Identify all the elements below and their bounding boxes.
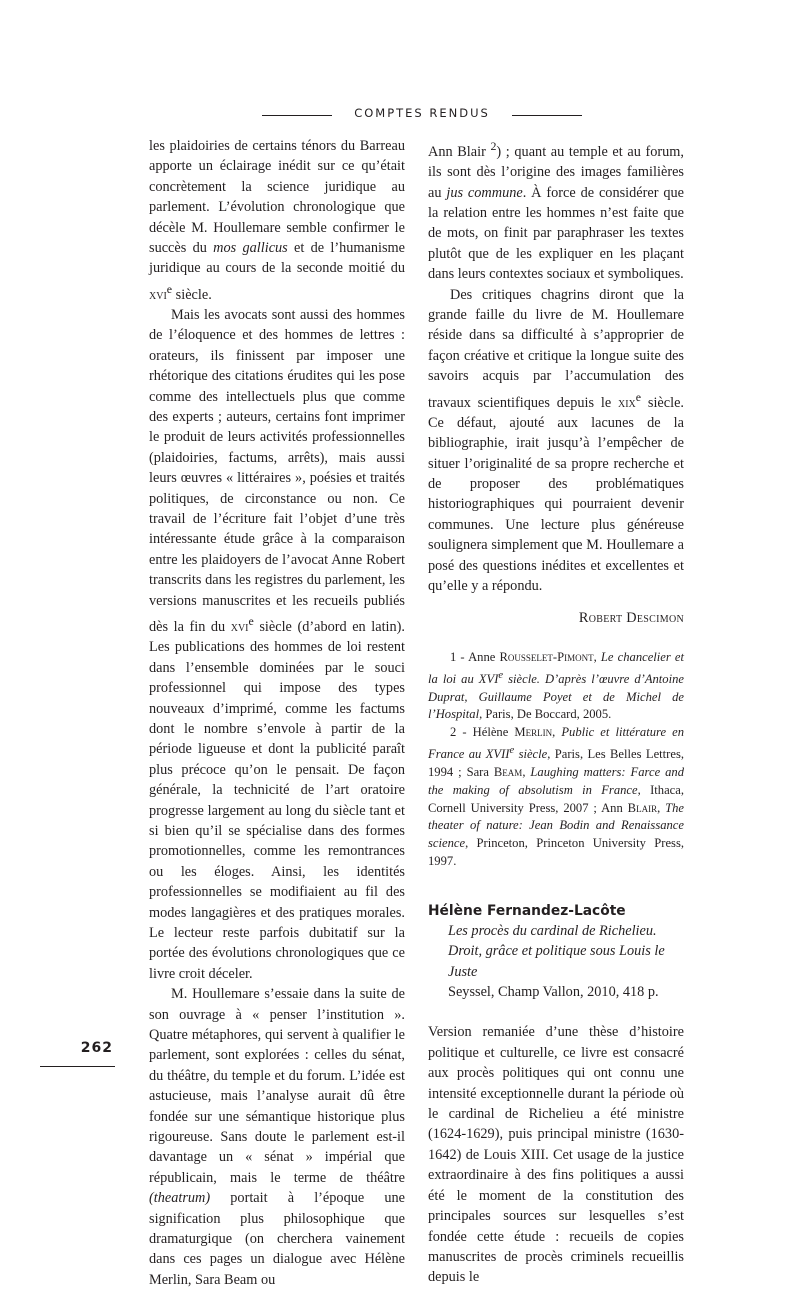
author-name: Blair — [627, 800, 658, 815]
book-title-line-1 — [448, 921, 684, 941]
superscript: e — [509, 745, 515, 757]
text-run: Des critiques chagrins diront que la grande faille du livre de M. Houllemare réside dans sa difficulté à s’approprier de façon créative et critique la longue suite des savoirs acquis par l’accumulation des travaux scientifiques depuis le — [428, 286, 684, 411]
header-rule-left — [262, 115, 332, 116]
text-run: Mais les avocats sont aussi des hommes de l’éloquence et des hommes de lettres : orateurs, ils finissent par imposer une rhétorique des citations érudites qui les pose comme des intellectuels plus que comme des experts ; auteurs, certains font imprimer le produit de leurs activités professionnelles (plaidoiries, factums, arrêts), mais aussi leurs œuvres « littéraires », poésies et traités politiques, de circonstance ou non. Ce travail de l’écriture fait l’objet d’une très intéressante étude grâce à la comparaison entre les plaidoyers de l’avocat Anne Robert transcrits dans les registres du parlement, les versions manuscrites et les recueils publiés dès la fin du — [149, 307, 405, 635]
century-numeral: xvi — [149, 286, 167, 303]
paragraph — [428, 285, 684, 597]
book-review-body: Version remaniée d’une thèse d’histoire politique et culturelle, ce livre est consacré aux procès politiques qui ont connu une intensité exceptionnelle durant la période où le cardinal de Richelieu a été ministre (1624-1629), puis principal ministre (1630-1642) de Louis XIII. Cet usage de la justice extraordinaire à des fins politiques a aussi été le moment de la constitution des principales sources sur lesquelles s’est fondée cette étude : recueils de copies manuscrites de procès criminels recueillis depuis le — [428, 1024, 684, 1286]
header-title: COMPTES RENDUS — [354, 106, 490, 120]
author-name: Rousselet-Pimont — [499, 649, 594, 664]
text-run: 2 - Hélène — [450, 725, 509, 740]
book-title-line-2 — [448, 941, 684, 982]
paragraph — [149, 136, 405, 305]
superscript: e — [166, 281, 173, 296]
paragraph — [149, 305, 405, 984]
book-title: The theater of nature: Jean Bodin and Renaissance science — [428, 800, 684, 851]
author-name: Beam — [493, 765, 523, 780]
italic-term: jus commune — [446, 184, 523, 201]
text-run: siècle. D’après l’œuvre d’Antoine Duprat, Guillaume Poyet et de Michel de l’Hospital — [428, 671, 684, 722]
book-author: Hélène Fernandez-Lacôte — [428, 902, 626, 919]
text-run: , Ithaca, Cornell University Press, 2007 ; Ann — [428, 782, 684, 815]
paragraph — [428, 136, 684, 285]
book-publisher: Seyssel, Champ Vallon, 2010, 418 p. — [448, 984, 659, 1001]
text-run: Ann Blair — [428, 143, 486, 160]
page-number: 262 — [80, 1040, 113, 1056]
footnotes — [428, 649, 684, 871]
review-signature: Robert Descimon — [578, 610, 684, 627]
century-numeral: xvi — [230, 618, 249, 635]
left-column — [149, 136, 405, 1290]
right-column — [428, 136, 684, 1288]
italic-term: mos gallicus — [213, 240, 288, 257]
text-run: 1 - Anne — [450, 649, 496, 664]
book-title: Laughing matters: Farce and the making of absolutism in France — [428, 765, 684, 797]
text-run: M. Houllemare s’essaie dans la suite de son ouvrage à « penser l’institution ». Quatre métaphores, qui servent à qualifier le parlement, sont explorées : celles du sénat, du théâtre, du temple et du forum. L’idée est astucieuse, mais l’analyse aurait dû être fondée sur une sémantique historique plus rigoureuse. Sans doute le parlement est-il davantage un « sénat » impérial que républicain, mais le terme de théâtre — [149, 986, 405, 1186]
footnote-1: 1 - Anne Rousselet-Pimont, Le chancelier et la loi au XVIe siècle. D’après l’œuvre d’Antoine Duprat, Guillaume Poyet et de Michel de l’Hospital, Paris, De Boccard, 2005. — [428, 649, 685, 722]
running-header — [0, 106, 800, 126]
text-run: siècle (d’abord en latin). Les publications des hommes de loi restent dans l’ensemble dominées par le souci professionnel qui impose des types nouveaux d’imprimé, comme les factums dont le nombre s’envole à partir de la période ligueuse et dont la publicité paraît plus précoce qu’on le pensait. De façon générale, la technicité de l’art oratoire progresse largement au long du siècle tant et si bien qu’il se spécialise dans des formes promotionnelles, comme les remontrances ou les éloges. Ainsi, les identités professionnelles se modifiaient au fil des modes langagières et des pratiques morales. Le lecteur reste parfois dubitatif sur la portée des évolutions chronologiques que ce livre croit déceler. — [149, 618, 405, 982]
text-run: , Paris, Les Belles Lettres, 1994 ; Sara — [428, 747, 685, 780]
header-rule-right — [512, 115, 582, 116]
text-run: Le chancelier et la loi au XVI — [428, 649, 685, 686]
text-run: , Paris, De Boccard, 2005. — [479, 707, 612, 722]
text-run: et de l’humanisme juridique au cours de la seconde moitié du — [149, 240, 406, 277]
text-run: Public et littérature en France au XVII — [428, 725, 685, 762]
century-numeral: xix — [618, 394, 636, 411]
book-title: Droit, grâce et politique sous Louis le Juste — [448, 943, 665, 980]
footnote-2: 2 - Hélène Merlin, Public et littérature en France au XVIIe siècle, Paris, Les Belles Lettres, 1994 ; Sara Beam, Laughing matters: Farce and the making of absolutism in France, Ithaca, Cornell University Press, 2007 ; Ann Blair, The theater of nature: Jean Bodin and Renaissance science, Princeton, Princeton University Press, 1997. — [428, 725, 685, 869]
superscript: e — [635, 389, 642, 404]
book-review-entry — [428, 901, 684, 1288]
text-run: siècle. Ce défaut, ajouté aux lacunes de la bibliographie, irait jusqu’à l’empêcher de situer l’originalité de sa propre recherche et de proposer des problématiques historiographiques qui pourraient devenir communes. Une lecture plus généreuse soulignera simplement que M. Houllemare a posé des questions inédites et excellentes et qu’elle y a répondu. — [428, 394, 685, 595]
text-run: . À force de considérer que la relation entre les hommes n’est faite que de mots, on finit par paraphraser les textes plutôt que de les expliquer en les plaçant dans leurs contextes sociaux et symboliques. — [428, 184, 685, 283]
text-run: portait à l’époque une signification plus philosophique que dramaturgique (on cherchera vainement dans ces pages un dialogue avec Hélène Merlin, Sara Beam ou — [149, 1190, 405, 1288]
superscript: e — [498, 669, 504, 681]
author-name: Merlin — [514, 725, 553, 740]
paragraph — [149, 984, 405, 1290]
text-run: , Princeton, Princeton University Press, 1997. — [428, 836, 684, 869]
text-run: les plaidoiries de certains ténors du Barreau apporte un éclairage inédit sur ce qu’était concrètement la science juridique au parlement. L’évolution chronologique que décèle M. Houllemare semble confirmer le succès du — [149, 138, 405, 257]
book-title: Les procès du cardinal de Richelieu. — [448, 922, 657, 939]
text-run: siècle. — [175, 286, 212, 303]
text-run: ) ; quant au temple et au forum, ils sont dès l’origine des images familières au — [428, 143, 684, 201]
page-number-rule — [40, 1066, 115, 1067]
text-run: siècle — [518, 747, 548, 762]
footnote-ref[interactable]: 2 — [490, 139, 497, 153]
superscript: e — [248, 614, 254, 629]
italic-term: (theatrum) — [149, 1190, 211, 1207]
